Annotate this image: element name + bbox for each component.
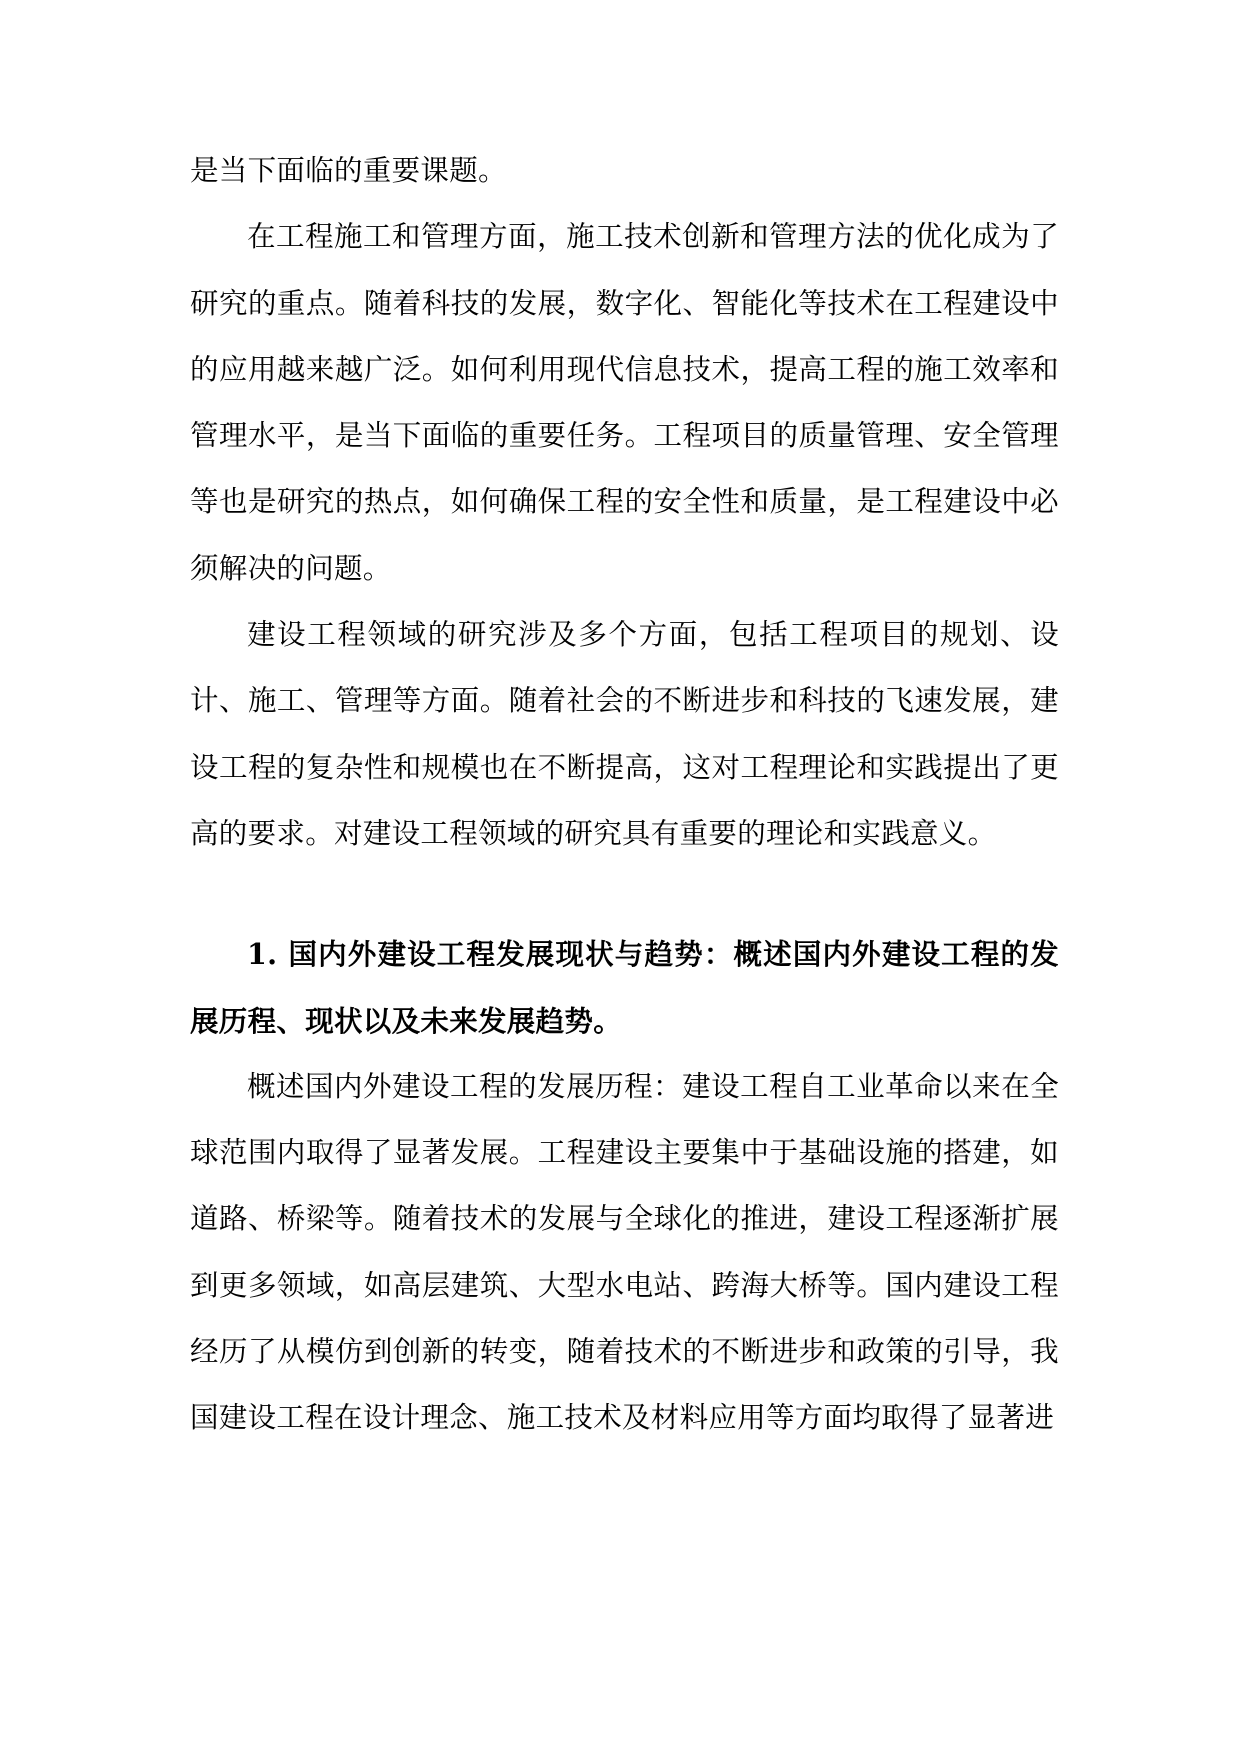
paragraph-development-history: 概述国内外建设工程的发展历程：建设工程自工业革命以来在全球范围内取得了显著发展。工程建设主要集中于基础设施的搭建，如道路、桥梁等。随着技术的发展与全球化的推进，建设工程逐渐扩展到更多领域，如高层建筑、大型水电站、跨海大桥等。国内建设工程经历了从模仿到创新的转变，随着技术的不断进步和政策的引导，我国建设工程在设计理念、施工技术及材料应用等方面均取得了显著进 [190,1069,1059,1435]
paragraph-construction-management: 在工程施工和管理方面，施工技术创新和管理方法的优化成为了研究的重点。随着科技的发展，数字化、智能化等技术在工程建设中的应用越来越广泛。如何利用现代信息技术，提高工程的施工效率和管理水平，是当下面临的重要任务。工程项目的质量管理、安全管理等也是研究的热点，如何确保工程的安全性和质量，是工程建设中必须解决的问题。 [190,220,1059,585]
paragraph-research-scope: 建设工程领域的研究涉及多个方面，包括工程项目的规划、设计、施工、管理等方面。随着社会的不断进步和科技的飞速发展，建设工程的复杂性和规模也在不断提高，这对工程理论和实践提出了更高的要求。对建设工程领域的研究具有重要的理论和实践意义。 [190,618,1059,850]
section-heading: 1. 国内外建设工程发展现状与趋势：概述国内外建设工程的发展历程、现状以及未来发展趋势。 [190,937,1059,1038]
paragraph-continuation: 是当下面临的重要课题。 [190,154,507,187]
document-body [190,138,1059,1452]
